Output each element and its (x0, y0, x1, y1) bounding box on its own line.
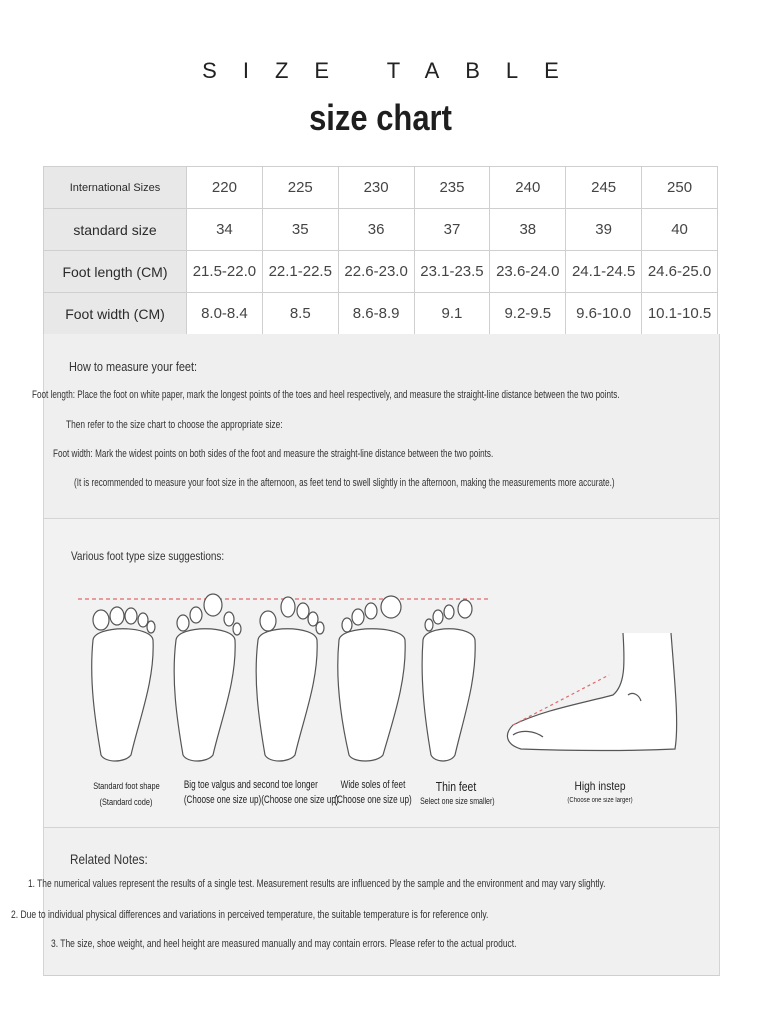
table-cell: 220 (187, 167, 263, 209)
note-item: 3. The size, shoe weight, and heel height are measured manually and may contain errors. Please refer to the actual product. (51, 938, 517, 950)
table-cell: 235 (414, 167, 490, 209)
table-cell: 37 (414, 209, 490, 251)
refer-instruction: Then refer to the size chart to choose the appropriate size: (66, 419, 283, 431)
table-cell: 24.6-25.0 (642, 251, 718, 293)
notes-heading: Related Notes: (70, 851, 148, 867)
table-cell: 225 (262, 167, 338, 209)
table-cell: 35 (262, 209, 338, 251)
foot-length-instruction: Foot length: Place the foot on white paper, mark the longest points of the toes and heel respectively, and measure the straight-line distance between the two points. (32, 389, 620, 401)
note-item: 2. Due to individual physical differences and variations in perceived temperature, the suitable temperature is for reference only. (11, 909, 489, 921)
table-cell: 22.1-22.5 (262, 251, 338, 293)
table-row (44, 167, 718, 209)
table-cell: 8.5 (262, 293, 338, 335)
foot-label-wide: Wide soles of feet (Choose one size up) (334, 779, 412, 806)
table-cell: 240 (490, 167, 566, 209)
table-cell: 24.1-24.5 (566, 251, 642, 293)
table-cell: 10.1-10.5 (642, 293, 718, 335)
page-title: SIZE TABLE (202, 58, 585, 83)
row-header: Foot length (CM) (44, 251, 187, 293)
foot-label-bunion: Big toe valgus and second toe longer (Choose one size up)(Choose one size up) (183, 779, 339, 806)
thin-foot-icon (422, 600, 475, 761)
foot-label-high-instep: High instep (Choose one size larger) (567, 779, 633, 804)
standard-foot-icon (92, 607, 155, 761)
long-second-toe-foot-icon (256, 597, 324, 761)
table-cell: 230 (338, 167, 414, 209)
foot-types-heading: Various foot type size suggestions: (71, 549, 225, 563)
wide-foot-icon (338, 596, 405, 761)
table-cell: 9.1 (414, 293, 490, 335)
table-cell: 9.6-10.0 (566, 293, 642, 335)
table-cell: 250 (642, 167, 718, 209)
table-cell: 38 (490, 209, 566, 251)
foot-label-thin: Thin feet Select one size smaller) (420, 779, 495, 806)
table-cell: 23.6-24.0 (490, 251, 566, 293)
foot-width-instruction: Foot width: Mark the widest points on both sides of the foot and measure the straight-line distance between the two points. (53, 448, 494, 460)
table-cell: 8.0-8.4 (187, 293, 263, 335)
page-subtitle: size chart (309, 97, 452, 138)
table-cell: 40 (642, 209, 718, 251)
row-header: standard size (44, 209, 187, 251)
table-row (44, 293, 718, 335)
high-instep-foot-icon (507, 633, 676, 751)
table-row (44, 251, 718, 293)
table-row (44, 209, 718, 251)
row-header: Foot width (CM) (44, 293, 187, 335)
table-cell: 36 (338, 209, 414, 251)
table-cell: 22.6-23.0 (338, 251, 414, 293)
note-item: 1. The numerical values represent the results of a single test. Measurement results are influenced by the sample and the environment and may vary slightly. (28, 878, 606, 890)
measure-heading: How to measure your feet: (69, 359, 198, 374)
table-cell: 23.1-23.5 (414, 251, 490, 293)
table-cell: 9.2-9.5 (490, 293, 566, 335)
table-cell: 39 (566, 209, 642, 251)
recommend-note: (It is recommended to measure your foot size in the afternoon, as feet tend to swell slightly in the afternoon, making the measurements more accurate.) (74, 477, 615, 489)
table-cell: 245 (566, 167, 642, 209)
bunion-foot-icon (174, 594, 241, 761)
foot-label-standard: Standard foot shape (Standard code) (93, 781, 160, 807)
table-cell: 34 (187, 209, 263, 251)
foot-illustrations (43, 585, 718, 765)
size-table (43, 166, 718, 335)
table-cell: 21.5-22.0 (187, 251, 263, 293)
row-header: International Sizes (44, 167, 187, 209)
table-cell: 8.6-8.9 (338, 293, 414, 335)
